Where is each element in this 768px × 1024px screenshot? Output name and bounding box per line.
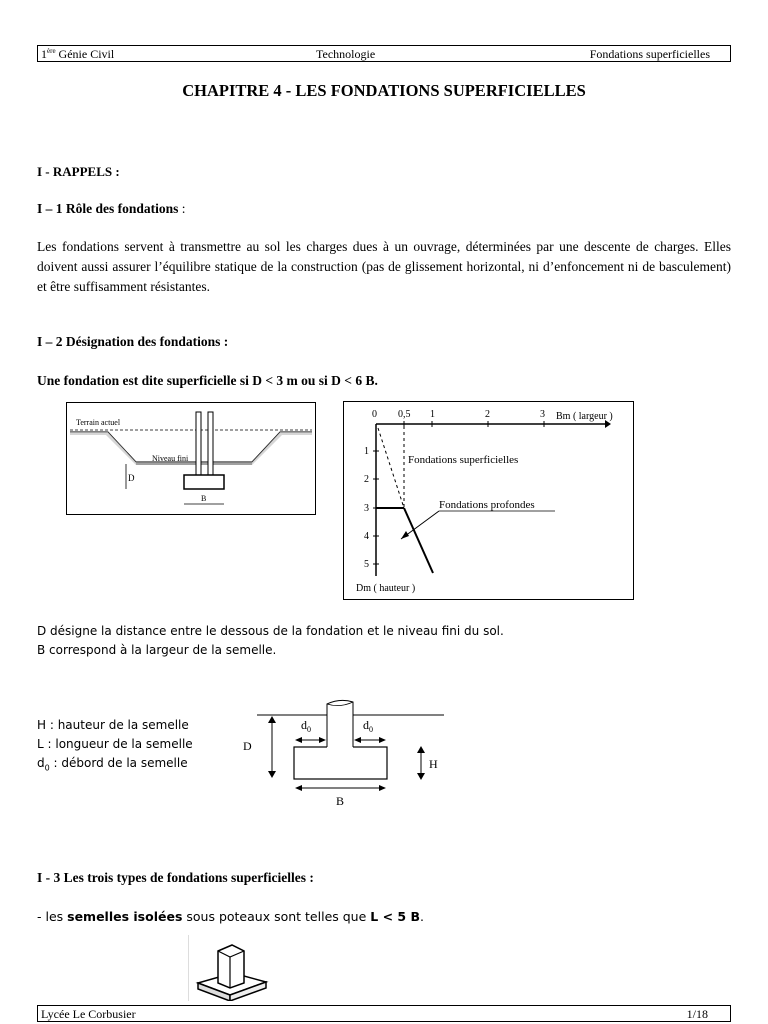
niveau-fini-label: Niveau fini <box>152 454 189 463</box>
header-topic: Fondations superficielles <box>589 47 710 61</box>
subsection-heading-designation: I – 2 Désignation des fondations : <box>37 334 229 349</box>
svg-text:H: H <box>429 757 438 771</box>
page-footer <box>37 1005 731 1022</box>
svg-text:2: 2 <box>485 409 490 420</box>
page-number: 1/18 <box>686 1007 708 1021</box>
header-subject: Technologie <box>316 47 376 61</box>
page-header <box>37 45 731 62</box>
subsection-heading-types: I - 3 Les trois types de fondations superficielles : <box>37 870 314 885</box>
section-heading-rappels: I - RAPPELS : <box>37 164 120 179</box>
svg-text:D: D <box>243 739 252 753</box>
svg-text:4: 4 <box>364 531 369 542</box>
terrain-label: Terrain actuel <box>76 418 121 427</box>
zone-profondes: Fondations profondes <box>439 499 535 511</box>
legend-l: L : longueur de la semelle <box>37 737 193 751</box>
svg-text:3: 3 <box>540 409 545 420</box>
classification-diagram <box>343 401 634 600</box>
paragraph-role: Les fondations servent à transmettre au sol les charges dues à un ouvrage, déterminées par une descente de charges. Elles doivent aussi assurer l’équilibre statique de la construction (pas de glissement horizontal, ni d’enfoncement ni de basculement) et être suffisamment résistantes. <box>37 239 731 294</box>
svg-text:3: 3 <box>364 503 369 514</box>
superficial-rule: Une fondation est dite superficielle si D < 3 m ou si D < 6 B. <box>37 373 378 388</box>
y-axis-label: Dm ( hauteur ) <box>356 583 416 594</box>
foundation-section-figure <box>66 402 316 515</box>
svg-text:1: 1 <box>364 446 369 457</box>
legend-h: H : hauteur de la semelle <box>37 718 189 732</box>
svg-text:d0: $d_0$ <box>363 718 373 734</box>
zone-superficielles: Fondations superficielles <box>408 454 519 466</box>
depth-label: D <box>128 473 135 483</box>
definition-d: D désigne la distance entre le dessous de la fondation et le niveau fini du sol. <box>37 624 504 638</box>
legend-d0: $d_0$ : débord de la semelle <box>37 756 188 773</box>
header-class: 1ère Génie Civil <box>41 47 115 61</box>
definition-b: B correspond à la largeur de la semelle. <box>37 643 277 657</box>
svg-text:0,5: 0,5 <box>398 409 411 420</box>
isolated-footing-illustration <box>188 935 270 1001</box>
svg-text:B: B <box>336 794 345 808</box>
definitions <box>37 622 504 660</box>
width-label: B <box>201 494 207 503</box>
x-axis-label: Bm ( largeur ) <box>556 411 613 422</box>
svg-text:0: 0 <box>372 409 377 420</box>
svg-text:1: 1 <box>430 409 435 420</box>
isolated-footings-text: - les semelles isolées sous poteaux sont telles que L < 5 B. <box>37 909 424 924</box>
subsection-heading-role: I – 1 Rôle des fondations : <box>37 201 186 216</box>
footer-school: Lycée Le Corbusier <box>41 1007 136 1021</box>
svg-text:5: 5 <box>364 559 369 570</box>
footing-sketch <box>240 692 450 812</box>
svg-text:2: 2 <box>364 474 369 485</box>
chapter-title: CHAPITRE 4 - LES FONDATIONS SUPERFICIELLES <box>182 81 586 100</box>
svg-text:d0: $d_0$ <box>301 718 311 734</box>
footing-legend <box>37 716 193 777</box>
